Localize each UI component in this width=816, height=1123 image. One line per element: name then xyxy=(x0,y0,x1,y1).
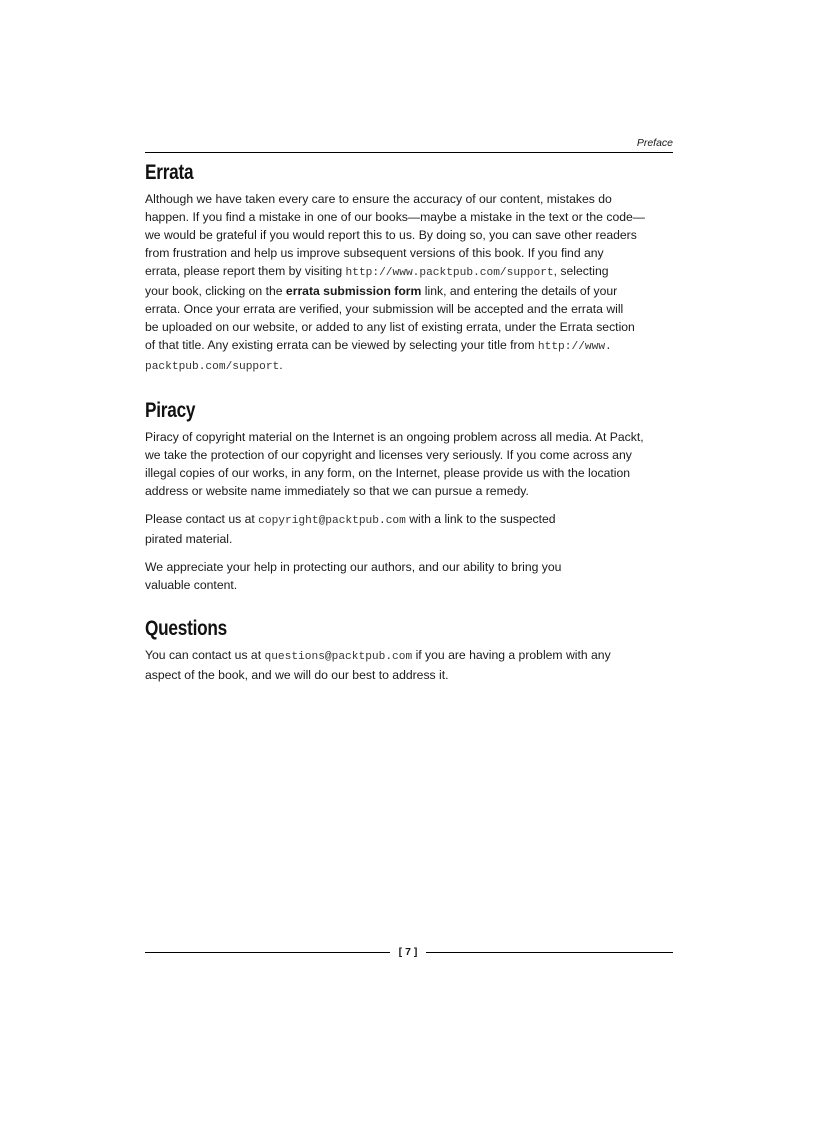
text-line: Although we have taken every care to ensure the accuracy of our content, mistakes do xyxy=(145,192,612,206)
text-line: happen. If you find a mistake in one of our books—maybe a mistake in the text or the code— xyxy=(145,210,645,224)
errata-form-link[interactable]: errata submission form xyxy=(285,284,422,298)
text-line: aspect of the book, and we will do our best to address it. xyxy=(145,668,449,682)
support-url-part1[interactable]: http://www. xyxy=(537,341,612,353)
page-footer xyxy=(145,944,673,960)
piracy-paragraph-3 xyxy=(145,558,675,594)
text-line: we would be grateful if you would report this to us. By doing so, you can save other readers xyxy=(145,228,637,242)
text-line: address or website name immediately so that we can pursue a remedy. xyxy=(145,484,529,498)
piracy-paragraph-1 xyxy=(145,428,675,500)
running-header-title: Preface xyxy=(636,137,673,149)
copyright-email[interactable]: copyright@packtpub.com xyxy=(258,515,406,527)
questions-email[interactable]: questions@packtpub.com xyxy=(264,651,413,663)
piracy-paragraph-2 xyxy=(145,510,675,548)
text-line: with a link to the suspected xyxy=(405,512,556,526)
piracy-heading: Piracy xyxy=(145,399,196,422)
text-line: we take the protection of our copyright and licenses very seriously. If you come across any xyxy=(145,448,632,462)
questions-section xyxy=(145,616,675,684)
text-line: pirated material. xyxy=(145,532,233,546)
text-line: be uploaded on our website, or added to any list of existing errata, under the Errata section xyxy=(145,320,635,334)
text-line: . xyxy=(279,358,283,372)
text-line: link, and entering the details of your xyxy=(421,284,618,298)
text-line: Please contact us at xyxy=(145,512,259,526)
footer-rule-right xyxy=(426,952,673,953)
text-line: from frustration and help us improve subsequent versions of this book. If you find any xyxy=(145,246,604,260)
text-line: if you are having a problem with any xyxy=(412,648,611,662)
text-line: Piracy of copyright material on the Internet is an ongoing problem across all media. At Packt, xyxy=(145,430,644,444)
text-line: illegal copies of our works, in any form, on the Internet, please provide us with the location xyxy=(145,466,631,480)
piracy-section xyxy=(145,398,675,594)
questions-paragraph xyxy=(145,646,675,684)
text-line: your book, clicking on the xyxy=(145,284,286,298)
page-content xyxy=(145,160,675,684)
page-number: [ 7 ] xyxy=(398,946,418,958)
text-line: , selecting xyxy=(553,264,609,278)
text-line: errata. Once your errata are verified, your submission will be accepted and the errata will xyxy=(145,302,624,316)
text-line: errata, please report them by visiting xyxy=(145,264,346,278)
text-line: of that title. Any existing errata can be viewed by selecting your title from xyxy=(145,338,538,352)
questions-heading: Questions xyxy=(145,617,227,640)
text-line: We appreciate your help in protecting our authors, and our ability to bring you xyxy=(145,560,562,574)
running-header xyxy=(145,134,673,153)
footer-rule-left xyxy=(145,952,390,953)
errata-heading: Errata xyxy=(145,161,194,184)
support-url-part2[interactable]: packtpub.com/support xyxy=(145,361,280,373)
errata-section xyxy=(145,160,675,376)
errata-paragraph xyxy=(145,190,675,376)
text-line: You can contact us at xyxy=(145,648,265,662)
support-url[interactable]: http://www.packtpub.com/support xyxy=(345,267,554,279)
text-line: valuable content. xyxy=(145,578,238,592)
